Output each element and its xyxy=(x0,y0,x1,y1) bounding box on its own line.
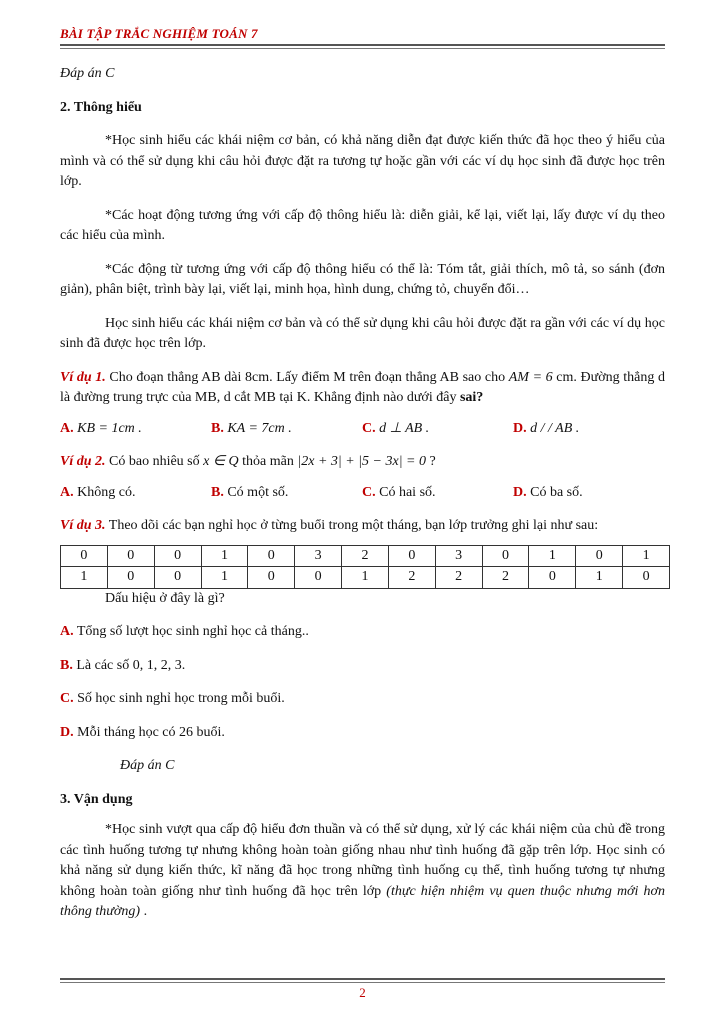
example2-option-d: D. Có ba số. xyxy=(513,484,583,500)
table-cell: 1 xyxy=(529,545,576,567)
answer-top: Đáp án C xyxy=(60,66,115,81)
table-cell: 0 xyxy=(107,545,154,567)
example1-option-a: A. KB = 1cm . xyxy=(60,420,142,436)
table-cell: 0 xyxy=(248,545,295,567)
table-cell: 0 xyxy=(623,567,670,589)
footer-rule xyxy=(60,978,665,980)
table-cell: 2 xyxy=(342,545,389,567)
table-cell: 1 xyxy=(576,567,623,589)
page-number: 2 xyxy=(359,985,366,1000)
example1-emph: sai? xyxy=(459,390,484,405)
example2-options xyxy=(60,483,665,504)
table-cell: 0 xyxy=(529,567,576,589)
table-cell: 0 xyxy=(576,545,623,567)
table-cell: 0 xyxy=(154,567,201,589)
table-cell: 1 xyxy=(61,567,108,589)
table-cell: 2 xyxy=(435,567,482,589)
example1-label: Ví dụ 1. xyxy=(60,369,106,385)
table-cell: 0 xyxy=(248,567,295,589)
example1-math: AM = 6 xyxy=(508,369,553,385)
section2-title: 2. Thông hiểu xyxy=(60,99,142,115)
example3-option-b: B. Là các số 0, 1, 2, 3. xyxy=(60,657,186,673)
example2-math1: x ∈ Q xyxy=(203,454,239,469)
example3-option-c: C. Số học sinh nghỉ học trong mỗi buổi. xyxy=(60,691,285,706)
section2-p4: Học sinh hiểu các khái niệm cơ bản và có thể sử dụng khi câu hỏi được đặt ra gần với các ví dụ học sinh đã được học trên lớp. xyxy=(60,315,665,351)
section2-p1: *Học sinh hiểu các khái niệm cơ bản, có khả năng diễn đạt được kiến thức đã học theo ý hiểu của mình và có thể sử dụng khi câu hỏi được đặt ra tương tự hoặc gần với các ví dụ học sinh đã được học trên lớp. xyxy=(60,133,665,189)
table-row xyxy=(61,567,670,589)
example1-options xyxy=(60,419,665,440)
example3-subquestion: Dấu hiệu ở đây là gì? xyxy=(105,590,225,606)
example2-option-a: A. Không có. xyxy=(60,484,136,500)
document-body xyxy=(60,64,665,923)
example1-text-b: cm. Đường thẳng d là đường trung trực của MB, d cắt MB tại K. Khẳng định nào dưới đây xyxy=(60,369,665,405)
section2-p2: *Các hoạt động tương ứng với cấp độ thông hiểu là: diễn giải, kể lại, viết lại, lấy được ví dụ theo các hiểu của mình. xyxy=(60,207,665,243)
example3-answer: Đáp án C xyxy=(120,758,175,773)
example3-option-d: D. Mỗi tháng học có 26 buổi. xyxy=(60,724,225,740)
table-cell: 1 xyxy=(623,545,670,567)
section3-title: 3. Vận dụng xyxy=(60,791,133,807)
example3-option-a: A. Tổng số lượt học sinh nghỉ học cả tháng.. xyxy=(60,624,309,639)
table-cell: 3 xyxy=(435,545,482,567)
example1-option-c: C. d ⊥ AB . xyxy=(362,420,430,436)
example3-label: Ví dụ 3. xyxy=(60,518,106,533)
example1-question xyxy=(60,368,665,409)
example3-question: Ví dụ 3. Theo dõi các bạn nghỉ học ở từng buổi trong một tháng, bạn lớp trưởng ghi lại như sau: xyxy=(60,518,599,533)
table-cell: 2 xyxy=(388,567,435,589)
table-cell: 2 xyxy=(482,567,529,589)
header-rule-thin xyxy=(60,48,665,49)
table-cell: 0 xyxy=(295,567,342,589)
header-rule xyxy=(60,44,665,46)
absence-table xyxy=(60,545,670,589)
example1-text-a: Cho đoạn thẳng AB dài 8cm. Lấy điểm M trên đoạn thẳng AB sao cho xyxy=(105,369,509,385)
table-row xyxy=(61,545,670,567)
section2-p3: *Các động từ tương ứng với cấp độ thông hiểu có thể là: Tóm tắt, giải thích, mô tả, so sánh (đơn giản), phân biệt, trình bày lại, viết lại, minh họa, hình dung, chứng tỏ, chuyển đổi… xyxy=(60,261,665,297)
table-cell: 1 xyxy=(201,545,248,567)
table-cell: 0 xyxy=(388,545,435,567)
example2-option-b: B. Có một số. xyxy=(211,484,289,500)
table-cell: 0 xyxy=(154,545,201,567)
example2-option-c: C. Có hai số. xyxy=(362,484,436,500)
footer-rule-thin xyxy=(60,982,665,983)
example1-option-b: B. KA = 7cm . xyxy=(211,420,292,436)
example2-math2: |2x + 3| + |5 − 3x| = 0 xyxy=(297,454,426,469)
table-cell: 1 xyxy=(201,567,248,589)
example2-question: Ví dụ 2. Có bao nhiêu số x ∈ Q thỏa mãn |2x + 3| + |5 − 3x| = 0 ? xyxy=(60,454,436,469)
table-cell: 0 xyxy=(482,545,529,567)
example1-option-d: D. d / / AB . xyxy=(513,420,580,436)
page-header xyxy=(60,26,665,42)
table-cell: 1 xyxy=(342,567,389,589)
section3-p1: *Học sinh vượt qua cấp độ hiểu đơn thuần và có thể sử dụng, xử lý các khái niệm của chủ đề trong các tình huống tương tự nhưng không hoàn toàn giống nhau như tình huống đã gặp trên lớp. Học sinh có khả năng sử dụng kiến thức, kĩ năng đã học trong những tình huống cụ thể, tình huống tương tự nhưng không hoàn toàn giống như tình huống đã học trên lớp (thực hiện nhiệm vụ quen thuộc nhưng mới hơn thông thường) . xyxy=(60,822,665,919)
header-title: BÀI TẬP TRẮC NGHIỆM TOÁN 7 xyxy=(60,26,258,41)
table-cell: 3 xyxy=(295,545,342,567)
example2-label: Ví dụ 2. xyxy=(60,454,106,469)
table-cell: 0 xyxy=(61,545,108,567)
table-cell: 0 xyxy=(107,567,154,589)
